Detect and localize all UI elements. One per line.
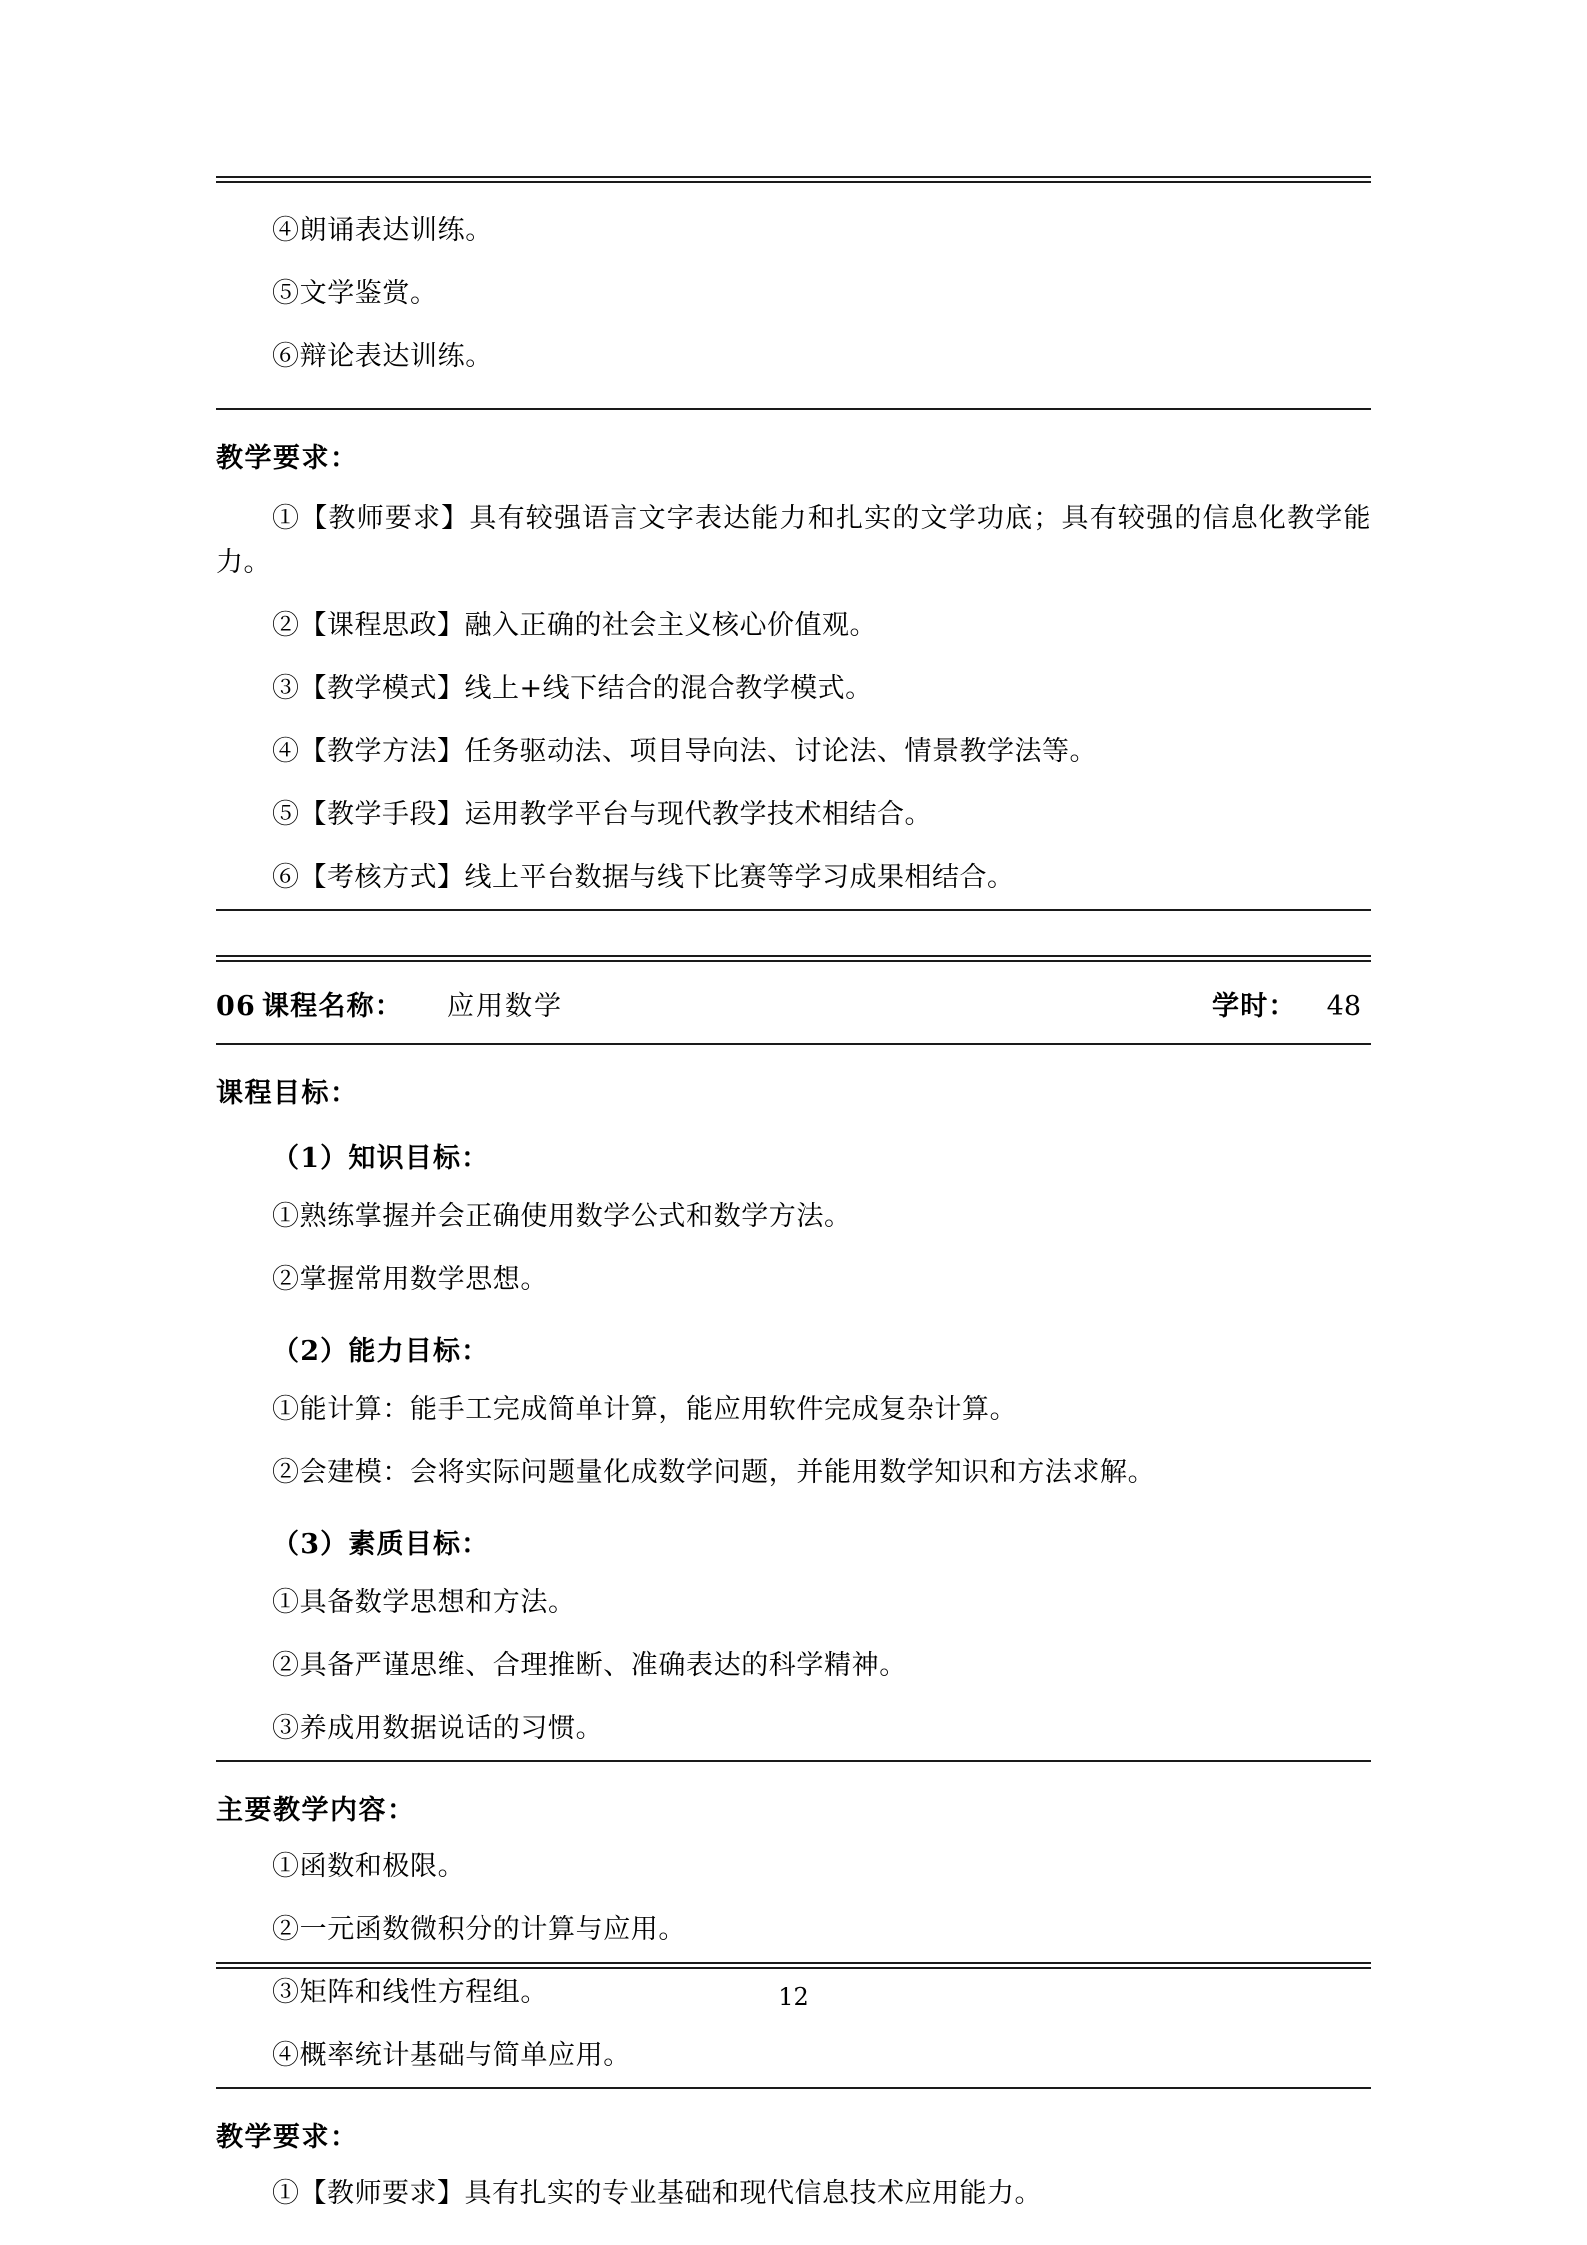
divider-top bbox=[216, 176, 1371, 183]
list-item: ④朗诵表达训练。 bbox=[272, 215, 493, 246]
prev-course-content-list bbox=[216, 183, 1371, 408]
page-footer bbox=[216, 1962, 1371, 2011]
course-teaching-requirements-block bbox=[216, 2089, 1371, 2225]
list-item: ⑥辩论表达训练。 bbox=[272, 341, 493, 372]
main-content-item: ③矩阵和线性方程组。 bbox=[272, 1977, 548, 2009]
course-number: 06 bbox=[216, 991, 256, 1023]
objective-item: ②会建模：会将实际问题量化成数学问题，并能用数学知识和方法求解。 bbox=[272, 1457, 1156, 1489]
objective-group-title: （3）素质目标： bbox=[272, 1529, 490, 1561]
main-content-item: ④概率统计基础与简单应用。 bbox=[272, 2040, 631, 2072]
course-name-value: 应用数学 bbox=[446, 991, 563, 1023]
requirement-item: ①【教师要求】具有扎实的专业基础和现代信息技术应用能力。 bbox=[272, 2178, 1042, 2210]
objective-item: ②掌握常用数学思想。 bbox=[272, 1264, 548, 1296]
requirement-item: ④【教学方法】任务驱动法、项目导向法、讨论法、情景教学法等。 bbox=[272, 736, 1097, 768]
main-content-item: ①函数和极限。 bbox=[272, 1851, 466, 1883]
course-header-row bbox=[216, 962, 1371, 1043]
divider-course-header-top bbox=[216, 955, 1371, 962]
section-heading-teaching-requirements: 教学要求： bbox=[216, 443, 359, 474]
course-header-left bbox=[216, 984, 563, 1023]
list-item: ⑤文学鉴赏。 bbox=[272, 278, 438, 309]
section-heading-teaching-requirements: 教学要求： bbox=[216, 2122, 359, 2154]
requirement-item: ⑤【教学手段】运用教学平台与现代教学技术相结合。 bbox=[272, 799, 932, 831]
objective-item: ①能计算：能手工完成简单计算，能应用软件完成复杂计算。 bbox=[272, 1394, 1018, 1426]
requirement-item: ③【教学模式】线上+线下结合的混合教学模式。 bbox=[272, 673, 873, 705]
objective-group-title: （1）知识目标： bbox=[272, 1143, 490, 1175]
page-content bbox=[216, 176, 1371, 2225]
main-content-item: ②一元函数微积分的计算与应用。 bbox=[272, 1914, 686, 1946]
course-objectives-block bbox=[216, 1045, 1371, 1760]
requirement-item: ①【教师要求】具有较强语言文字表达能力和扎实的文学功底；具有较强的信息化教学能力。 bbox=[216, 503, 1371, 578]
requirement-item: ②【课程思政】融入正确的社会主义核心价值观。 bbox=[272, 610, 877, 642]
course-header-right bbox=[1212, 984, 1371, 1023]
course-name-label: 课程名称： bbox=[261, 991, 403, 1023]
course-hours-label: 学时： bbox=[1212, 991, 1297, 1023]
objective-item: ①熟练掌握并会正确使用数学公式和数学方法。 bbox=[272, 1201, 852, 1233]
course-hours-value: 48 bbox=[1326, 991, 1361, 1023]
objective-item: ③养成用数据说话的习惯。 bbox=[272, 1713, 604, 1745]
main-teaching-content-block bbox=[216, 1762, 1371, 2087]
section-heading-main-content: 主要教学内容： bbox=[216, 1795, 416, 1827]
section-spacer bbox=[216, 911, 1371, 955]
requirement-item: ⑥【考核方式】线上平台数据与线下比赛等学习成果相结合。 bbox=[272, 862, 1015, 894]
section-heading-course-objectives: 课程目标： bbox=[216, 1078, 359, 1110]
page-number: 12 bbox=[778, 1983, 809, 2011]
prev-course-teaching-requirements-block bbox=[216, 410, 1371, 909]
objective-item: ①具备数学思想和方法。 bbox=[272, 1587, 576, 1619]
footer-divider bbox=[216, 1962, 1371, 1969]
objective-group-title: （2）能力目标： bbox=[272, 1336, 490, 1368]
objective-item: ②具备严谨思维、合理推断、准确表达的科学精神。 bbox=[272, 1650, 907, 1682]
